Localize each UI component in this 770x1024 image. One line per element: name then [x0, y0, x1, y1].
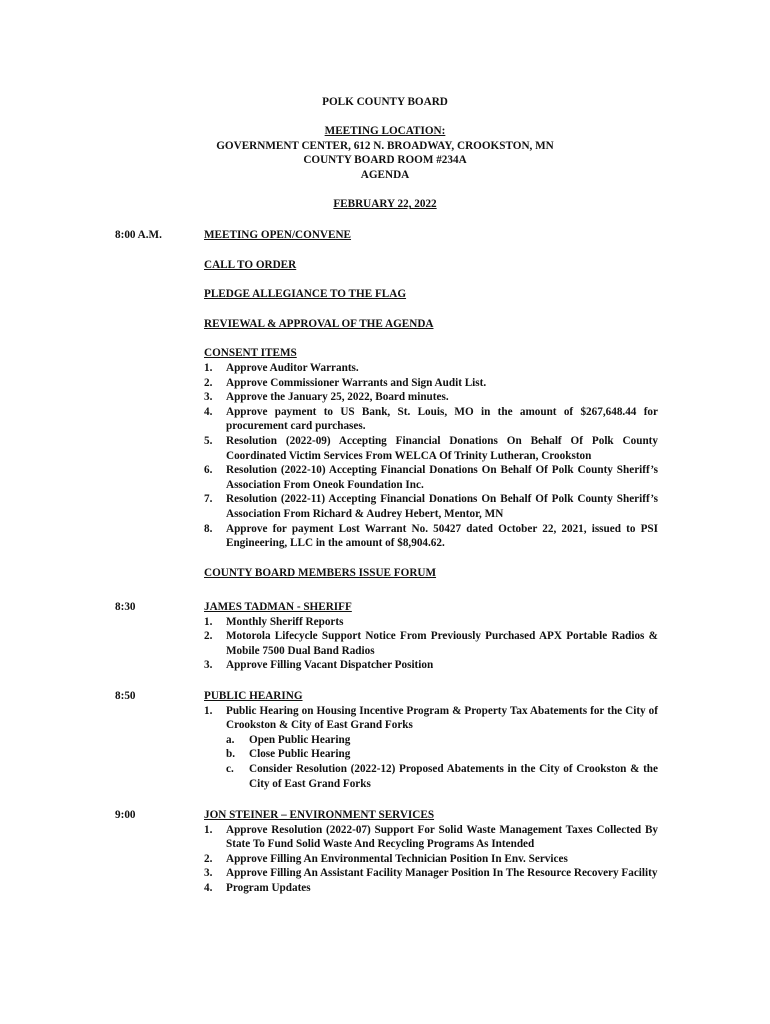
location-label: MEETING LOCATION: — [324, 125, 446, 138]
issue-forum-heading: COUNTY BOARD MEMBERS ISSUE FORUM — [204, 566, 437, 579]
consent-items-list — [204, 361, 658, 551]
item-number: 2. — [204, 852, 213, 865]
list-item — [204, 522, 658, 551]
item-number: 1. — [204, 823, 213, 836]
meeting-room: COUNTY BOARD ROOM #234A — [303, 154, 467, 167]
list-item — [204, 704, 658, 792]
item-number: 4. — [204, 405, 213, 418]
item-number: 3. — [204, 659, 213, 672]
review-agenda-heading: REVIEWAL & APPROVAL OF THE AGENDA — [204, 317, 434, 330]
sub-item-letter: b. — [226, 748, 236, 761]
sub-list-item — [226, 747, 658, 762]
item-text: Public Hearing on Housing Incentive Program & Property Tax Abatements for the City of Crookston & City of East Grand Forks — [226, 704, 658, 732]
meeting-open-heading: MEETING OPEN/CONVENE — [204, 229, 352, 241]
item-number: 7. — [204, 493, 213, 506]
item-text: Approve Commissioner Warrants and Sign Audit List. — [226, 376, 487, 389]
list-item — [204, 823, 658, 852]
sub-item-text: Consider Resolution (2022-12) Proposed Abatements in the City of Crookston & the City of East Grand Forks — [249, 762, 658, 790]
item-text: Monthly Sheriff Reports — [226, 615, 344, 628]
item-text: Approve the January 25, 2022, Board minutes. — [226, 391, 449, 404]
call-to-order-heading: CALL TO ORDER — [204, 258, 297, 271]
item-number: 4. — [204, 881, 213, 894]
item-text: Resolution (2022-11) Accepting Financial Donations On Behalf Of Polk County Sheriff’s Association From Richard & Audrey Hebert, Mentor, MN — [226, 493, 658, 520]
sheriff-heading: JAMES TADMAN - SHERIFF — [204, 601, 352, 613]
agenda-title: AGENDA — [360, 168, 410, 181]
item-number: 2. — [204, 630, 213, 643]
time-label: 8:00 A.M. — [115, 229, 162, 241]
item-number: 3. — [204, 391, 213, 404]
list-item — [204, 629, 658, 658]
list-item — [204, 492, 658, 521]
item-number: 2. — [204, 376, 213, 389]
item-number: 6. — [204, 464, 213, 477]
public-hearing-list — [204, 704, 658, 792]
list-item — [204, 361, 658, 376]
time-label: 9:00 — [115, 809, 136, 821]
environment-services-heading: JON STEINER – ENVIRONMENT SERVICES — [204, 809, 435, 821]
list-item — [204, 615, 658, 630]
item-text: Approve for payment Lost Warrant No. 50427 dated October 22, 2021, issued to PSI Engineering, LLC in the amount of $8,904.62. — [226, 522, 658, 550]
item-text: Program Updates — [226, 881, 311, 894]
sheriff-items-list — [204, 615, 658, 673]
item-number: 1. — [204, 704, 213, 717]
public-hearing-heading: PUBLIC HEARING — [204, 690, 303, 702]
sub-list-item — [226, 762, 658, 791]
list-item — [204, 866, 658, 881]
pledge-heading: PLEDGE ALLEGIANCE TO THE FLAG — [204, 288, 407, 301]
sub-item-letter: a. — [226, 733, 235, 746]
item-text: Approve Auditor Warrants. — [226, 361, 359, 374]
environment-items-list — [204, 823, 658, 896]
list-item — [204, 463, 658, 492]
list-item — [204, 405, 658, 434]
item-number: 3. — [204, 867, 213, 880]
item-text: Approve Resolution (2022-07) Support For Solid Waste Management Taxes Collected By State To Fund Solid Waste And Recycling Programs As Intended — [226, 823, 658, 851]
item-text: Resolution (2022-09) Accepting Financial Donations On Behalf Of Polk County Coordinated Victim Services From WELCA Of Trinity Lutheran, Crookston — [226, 434, 658, 462]
list-item — [204, 434, 658, 463]
sub-list-item — [226, 733, 658, 748]
sub-item-text: Open Public Hearing — [249, 733, 351, 746]
sub-item-text: Close Public Hearing — [249, 748, 351, 761]
sub-item-letter: c. — [226, 762, 234, 775]
item-number: 1. — [204, 361, 213, 374]
item-text: Resolution (2022-10) Accepting Financial Donations On Behalf Of Polk County Sheriff’s Association From Oneok Foundation Inc. — [226, 464, 658, 491]
list-item — [204, 852, 658, 867]
list-item — [204, 390, 658, 405]
list-item — [204, 658, 658, 673]
agenda-header — [0, 95, 770, 212]
meeting-date: FEBRUARY 22, 2022 — [333, 198, 437, 211]
item-text: Approve Filling An Environmental Technician Position In Env. Services — [226, 852, 568, 865]
item-number: 8. — [204, 522, 213, 535]
time-label: 8:50 — [115, 690, 136, 702]
item-number: 5. — [204, 434, 213, 447]
board-title: POLK COUNTY BOARD — [322, 96, 448, 108]
consent-items-heading: CONSENT ITEMS — [204, 347, 297, 360]
meeting-address: GOVERNMENT CENTER, 612 N. BROADWAY, CROOKSTON, MN — [216, 139, 554, 152]
item-text: Approve payment to US Bank, St. Louis, MO in the amount of $267,648.44 for procurement card purchases. — [226, 405, 658, 433]
item-text: Approve Filling An Assistant Facility Manager Position In The Resource Recovery Facility — [226, 867, 658, 880]
sub-items-list — [226, 733, 658, 791]
item-text: Approve Filling Vacant Dispatcher Position — [226, 659, 434, 672]
time-label: 8:30 — [115, 601, 136, 613]
item-number: 1. — [204, 615, 213, 628]
list-item — [204, 881, 658, 896]
item-text: Motorola Lifecycle Support Notice From Previously Purchased APX Portable Radios & Mobile 7500 Dual Band Radios — [226, 630, 658, 657]
list-item — [204, 376, 658, 391]
